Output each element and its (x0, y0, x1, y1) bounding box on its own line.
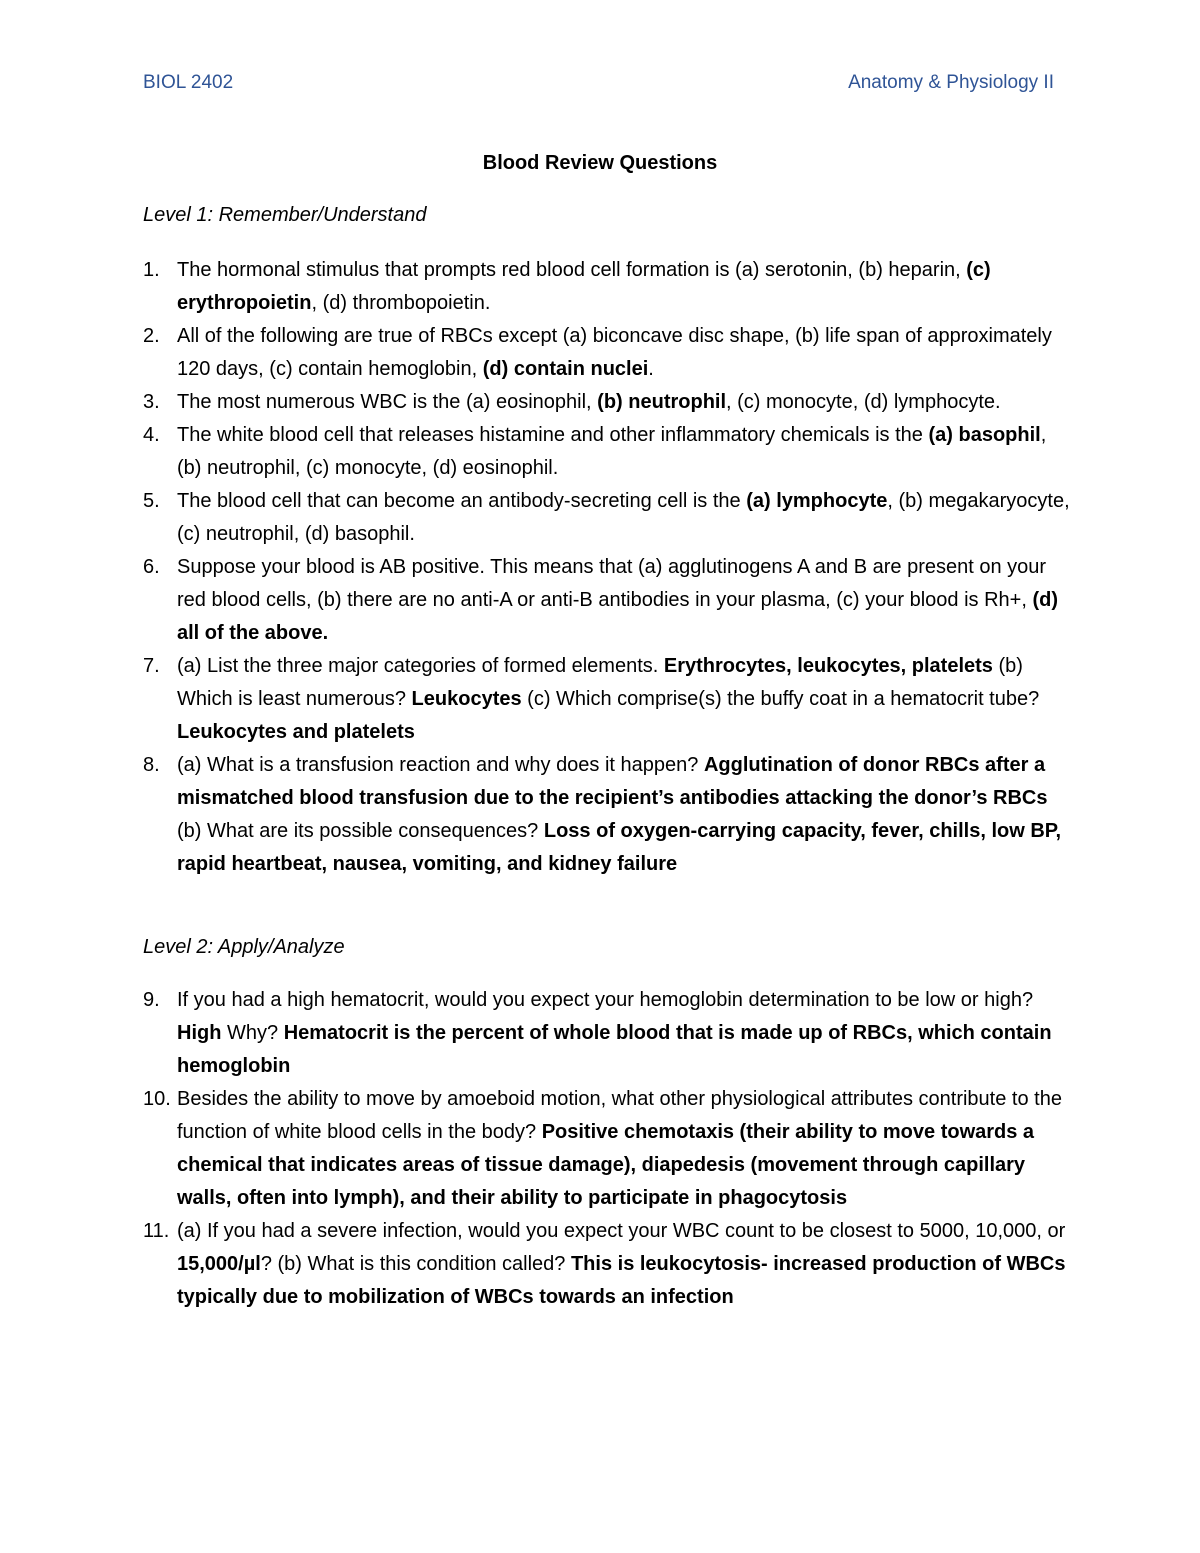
question-number: 7. (143, 655, 160, 677)
answer-text: (d) contain nuclei (482, 358, 649, 380)
question-number: 6. (143, 556, 160, 578)
question-item (143, 419, 1073, 485)
question-text: , (c) monocyte, (d) lymphocyte. (726, 391, 1001, 413)
answer-text: (a) lymphocyte (746, 490, 888, 512)
question-text: Besides the ability to move by amoeboid motion, what other physiological attributes contribute to the function of white blood cells in the body? (177, 1088, 1062, 1143)
answer-text: High (177, 1022, 222, 1044)
answer-text: Erythrocytes, leukocytes, platelets (663, 655, 993, 677)
question-text: The white blood cell that releases histamine and other inflammatory chemicals is the (177, 424, 929, 446)
answer-text: This is leukocytosis- increased production of WBCs typically due to mobilization of WBCs towards an infection (177, 1253, 1066, 1308)
question-number: 8. (143, 754, 160, 776)
answer-text: Leukocytes and platelets (177, 721, 415, 743)
question-item (143, 551, 1073, 650)
answer-text: Positive chemotaxis (their ability to move towards a chemical that indicates areas of tissue damage), diapedesis (movement through capillary walls, often into lymph), and their ability to participate in phagocytosis (177, 1121, 1035, 1209)
question-text: (a) List the three major categories of formed elements. (177, 655, 664, 677)
section-heading-level-2: Level 2: Apply/Analyze (143, 936, 345, 958)
question-item (143, 1083, 1073, 1215)
question-text: The most numerous WBC is the (a) eosinophil, (177, 391, 598, 413)
question-number: 5. (143, 490, 160, 512)
question-text: The hormonal stimulus that prompts red blood cell formation is (a) serotonin, (b) heparin, (177, 259, 967, 281)
question-item (143, 1215, 1073, 1314)
question-text: (c) Which comprise(s) the buffy coat in a hematocrit tube? (521, 688, 1040, 710)
question-text: , (d) thrombopoietin. (311, 292, 491, 314)
question-text: (b) What are its possible consequences? (177, 820, 544, 842)
question-number: 1. (143, 259, 160, 281)
answer-text: Hematocrit is the percent of whole blood that is made up of RBCs, which contain hemoglobin (177, 1022, 1052, 1077)
answer-text: (b) neutrophil (597, 391, 727, 413)
question-item (143, 320, 1073, 386)
question-item (143, 984, 1073, 1083)
question-text: (a) What is a transfusion reaction and why does it happen? (177, 754, 704, 776)
course-code: BIOL 2402 (143, 72, 234, 93)
question-item (143, 254, 1073, 320)
answer-text: (d) all of the above. (177, 589, 1058, 644)
question-text: ? (b) What is this condition called? (260, 1253, 571, 1275)
answer-text: 15,000/µl (177, 1253, 261, 1275)
question-text: All of the following are true of RBCs except (a) biconcave disc shape, (b) life span of approximately 120 days, (c) contain hemoglobin, (177, 325, 1052, 380)
answer-text: (a) basophil (928, 424, 1041, 446)
question-number: 2. (143, 325, 160, 347)
page-title: Blood Review Questions (482, 152, 718, 174)
question-text: If you had a high hematocrit, would you expect your hemoglobin determination to be low or high? (177, 989, 1034, 1011)
question-text: Suppose your blood is AB positive. This means that (a) agglutinogens A and B are present on your red blood cells, (b) there are no anti-A or anti-B antibodies in your plasma, (c) your blood is Rh+, (177, 556, 1047, 611)
question-list-level-2 (143, 984, 1073, 1314)
question-number: 10. (143, 1088, 171, 1110)
answer-text: Agglutination of donor RBCs after a mismatched blood transfusion due to the recipient’s antibodies attacking the donor’s RBCs (177, 754, 1048, 809)
question-text: (a) If you had a severe infection, would you expect your WBC count to be closest to 5000, 10,000, or (177, 1220, 1066, 1242)
question-text: . (648, 358, 654, 380)
question-item (143, 749, 1073, 881)
section-heading-level-1: Level 1: Remember/Understand (143, 204, 427, 226)
course-name: Anatomy & Physiology II (848, 72, 1054, 93)
question-text: The blood cell that can become an antibody-secreting cell is the (177, 490, 747, 512)
answer-text: Loss of oxygen-carrying capacity, fever, chills, low BP, rapid heartbeat, nausea, vomiting, and kidney failure (177, 820, 1062, 875)
question-text: (b) Which is least numerous? (177, 655, 1023, 710)
question-number: 9. (143, 989, 160, 1011)
question-item (143, 485, 1073, 551)
answer-text: (c) erythropoietin (177, 259, 991, 314)
question-number: 3. (143, 391, 160, 413)
question-text: , (b) neutrophil, (c) monocyte, (d) eosinophil. (177, 424, 1047, 479)
question-list-level-1 (143, 254, 1073, 881)
question-number: 4. (143, 424, 160, 446)
question-number: 11. (143, 1220, 170, 1242)
question-text: Why? (221, 1022, 284, 1044)
question-text: , (b) megakaryocyte, (c) neutrophil, (d) basophil. (177, 490, 1070, 545)
question-item (143, 650, 1073, 749)
answer-text: Leukocytes (411, 688, 522, 710)
question-item (143, 386, 1073, 419)
